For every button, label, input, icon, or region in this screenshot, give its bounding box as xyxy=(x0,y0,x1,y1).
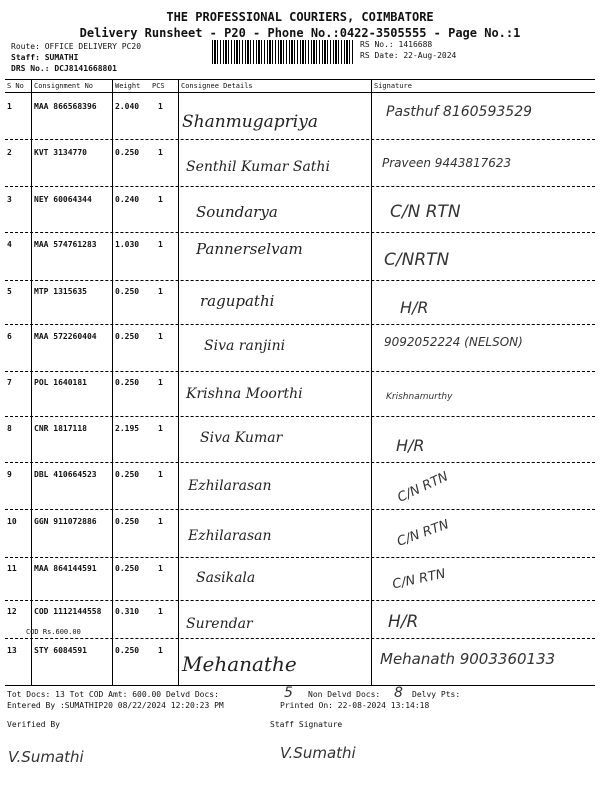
header-rule xyxy=(5,79,595,80)
row-sno: 12 xyxy=(7,607,17,616)
row-weight: 0.250 xyxy=(115,378,140,387)
col-divider xyxy=(112,80,113,685)
consignee-name: Surendar xyxy=(186,616,253,632)
row-weight: 0.310 xyxy=(115,607,140,616)
row-divider xyxy=(5,462,595,463)
row-consignment: MAA 572260404 xyxy=(34,332,97,341)
row-consignment: COD 1112144558 xyxy=(34,607,102,616)
row-weight: 0.250 xyxy=(115,148,140,157)
row-weight: 0.240 xyxy=(115,195,140,204)
row-pcs: 1 xyxy=(158,240,163,249)
col-divider xyxy=(178,80,179,685)
col-pcs: PCS xyxy=(152,82,165,90)
row-pcs: 1 xyxy=(158,195,163,204)
row-pcs: 1 xyxy=(158,287,163,296)
row-consignment: MTP 1315635 xyxy=(34,287,87,296)
recipient-signature: H/R xyxy=(388,612,419,632)
col-divider xyxy=(371,80,372,685)
row-sno: 8 xyxy=(7,424,12,433)
consignee-name: Shanmugapriya xyxy=(182,112,318,132)
recipient-signature: Krishnamurthy xyxy=(386,392,453,402)
row-pcs: 1 xyxy=(158,102,163,111)
row-weight: 0.250 xyxy=(115,564,140,573)
row-sno: 13 xyxy=(7,646,17,655)
col-weight: Weight xyxy=(115,82,141,90)
row-pcs: 1 xyxy=(158,378,163,387)
consignee-name: Sasikala xyxy=(196,570,256,586)
row-consignment: DBL 410664523 xyxy=(34,470,97,479)
recipient-signature: 9092052224 (NELSON) xyxy=(384,335,523,349)
row-pcs: 1 xyxy=(158,332,163,341)
row-divider xyxy=(5,324,595,325)
row-divider xyxy=(5,600,595,601)
rs-date: RS Date: 22-Aug-2024 xyxy=(360,51,457,60)
drs-number: DRS No.: DCJ8141668801 xyxy=(11,64,117,73)
row-pcs: 1 xyxy=(158,470,163,479)
consignee-name: Siva Kumar xyxy=(200,430,283,446)
row-weight: 2.195 xyxy=(115,424,140,433)
consignee-name: Ezhilarasan xyxy=(188,528,272,544)
consignee-name: ragupathi xyxy=(200,292,275,310)
recipient-signature: C/NRTN xyxy=(384,250,450,270)
consignee-name: Mehanathe xyxy=(182,652,297,676)
row-sno: 10 xyxy=(7,517,17,526)
row-consignment: MAA 574761283 xyxy=(34,240,97,249)
non-delivered-label: Non Delvd Docs: xyxy=(308,690,381,699)
staff-signature-label: Staff Signature xyxy=(270,720,343,729)
recipient-signature: C/N RTN xyxy=(395,469,451,506)
entered-by: Entered By :SUMATHIP20 08/22/2024 12:20:23 PM xyxy=(7,701,224,710)
row-consignment: CNR 1817118 xyxy=(34,424,87,433)
delivery-points-label: Delvy Pts: xyxy=(412,690,461,699)
row-pcs: 1 xyxy=(158,564,163,573)
row-weight: 0.250 xyxy=(115,470,140,479)
row-pcs: 1 xyxy=(158,517,163,526)
barcode xyxy=(212,40,354,64)
row-sno: 7 xyxy=(7,378,12,387)
row-divider xyxy=(5,416,595,417)
verifier-signature: V.Sumathi xyxy=(8,748,84,766)
recipient-signature: Praveen 9443817623 xyxy=(382,156,512,170)
row-divider xyxy=(5,232,595,233)
rs-number: RS No.: 1416688 xyxy=(360,40,433,49)
recipient-signature: Pasthuf 8160593529 xyxy=(386,104,533,120)
row-weight: 2.040 xyxy=(115,102,140,111)
row-weight: 0.250 xyxy=(115,517,140,526)
row-weight: 0.250 xyxy=(115,646,140,655)
row-sno: 3 xyxy=(7,195,12,204)
consignee-name: Senthil Kumar Sathi xyxy=(186,159,330,175)
totals-line: Tot Docs: 13 Tot COD Amt: 600.00 Delvd Docs: xyxy=(7,690,219,699)
recipient-signature: C/N RTN xyxy=(395,517,451,550)
row-pcs: 1 xyxy=(158,646,163,655)
col-sno: S No xyxy=(7,82,24,90)
row-divider xyxy=(5,509,595,510)
delivered-docs-count: 5 xyxy=(284,685,293,701)
col-signature: Signature xyxy=(374,82,412,90)
cod-note: COD Rs.600.00 xyxy=(26,628,81,636)
route-label: Route: OFFICE DELIVERY PC20 xyxy=(11,42,142,51)
row-sno: 2 xyxy=(7,148,12,157)
row-sno: 11 xyxy=(7,564,17,573)
consignee-name: Soundarya xyxy=(196,203,278,221)
row-weight: 0.250 xyxy=(115,332,140,341)
row-consignment: MAA 866568396 xyxy=(34,102,97,111)
consignee-name: Siva ranjini xyxy=(204,338,286,354)
staff-label: Staff: SUMATHI xyxy=(11,53,79,62)
company-title: THE PROFESSIONAL COURIERS, COIMBATORE xyxy=(166,10,434,24)
staff-signature: V.Sumathi xyxy=(280,744,356,762)
col-consignee: Consignee Details xyxy=(181,82,253,90)
row-consignment: POL 1640181 xyxy=(34,378,87,387)
consignee-name: Pannerselvam xyxy=(196,240,303,258)
printed-on: Printed On: 22-08-2024 13:14:18 xyxy=(280,701,430,710)
row-sno: 1 xyxy=(7,102,12,111)
row-consignment: MAA 864144591 xyxy=(34,564,97,573)
row-pcs: 1 xyxy=(158,607,163,616)
row-consignment: GGN 911072886 xyxy=(34,517,97,526)
recipient-signature: C/N RTN xyxy=(391,566,447,593)
header-rule-bottom xyxy=(5,92,595,93)
row-weight: 1.030 xyxy=(115,240,140,249)
row-consignment: NEY 60064344 xyxy=(34,195,92,204)
row-weight: 0.250 xyxy=(115,287,140,296)
recipient-signature: C/N RTN xyxy=(390,202,461,222)
consignee-name: Ezhilarasan xyxy=(188,478,272,494)
row-pcs: 1 xyxy=(158,148,163,157)
runsheet-title: Delivery Runsheet - P20 - Phone No.:0422-3505555 - Page No.:1 xyxy=(79,26,521,40)
non-delivered-count: 8 xyxy=(394,685,403,701)
row-pcs: 1 xyxy=(158,424,163,433)
table-bottom-rule xyxy=(5,685,595,686)
col-consignment: Consignment No xyxy=(34,82,94,90)
recipient-signature: Mehanath 9003360133 xyxy=(380,650,556,668)
verified-by-label: Verified By xyxy=(7,720,60,729)
consignee-name: Krishna Moorthi xyxy=(186,386,303,402)
recipient-signature: H/R xyxy=(396,436,425,455)
row-consignment: STY 6084591 xyxy=(34,646,87,655)
row-consignment: KVT 3134770 xyxy=(34,148,87,157)
row-sno: 9 xyxy=(7,470,12,479)
row-sno: 4 xyxy=(7,240,12,249)
row-divider xyxy=(5,638,595,639)
col-divider xyxy=(31,80,32,685)
row-sno: 6 xyxy=(7,332,12,341)
row-divider xyxy=(5,371,595,372)
row-divider xyxy=(5,186,595,187)
row-sno: 5 xyxy=(7,287,12,296)
recipient-signature: H/R xyxy=(400,298,429,317)
row-divider xyxy=(5,139,595,140)
row-divider xyxy=(5,557,595,558)
row-divider xyxy=(5,280,595,281)
